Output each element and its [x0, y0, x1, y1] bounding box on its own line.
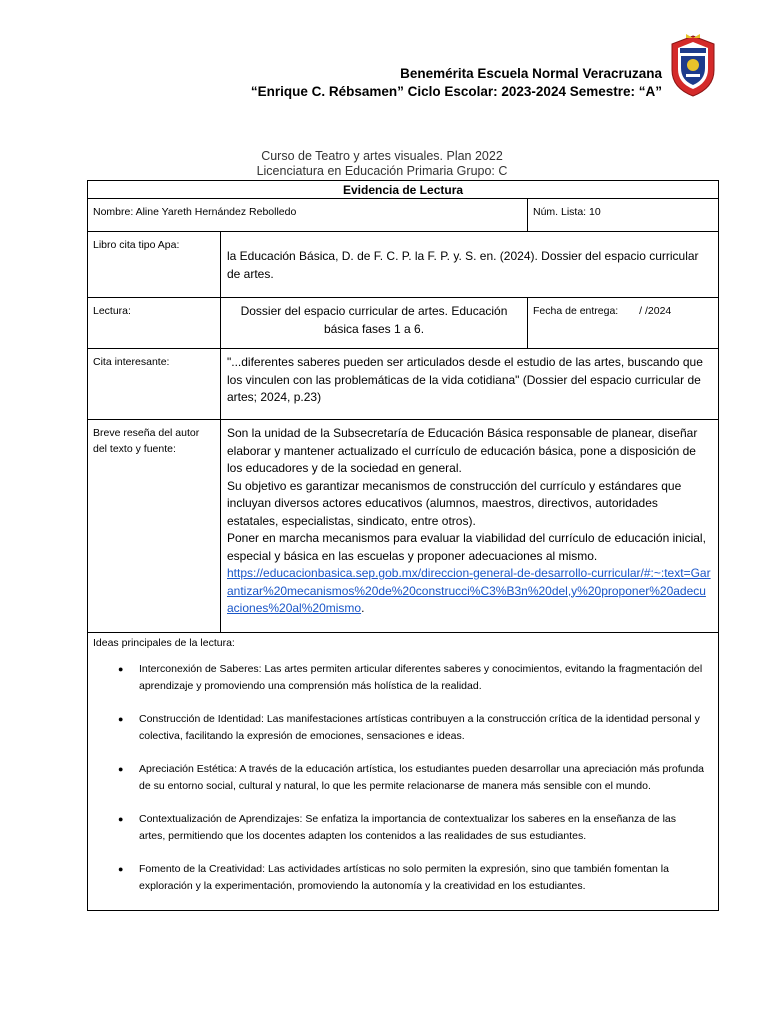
source-link[interactable]: https://educacionbasica.sep.gob.mx/direccion-general-de-desarrollo-curricular/#:~:text=Garantizar%20mecanismos%20de%20construcci%C3%B3n%20del,y%20proponer%20adecuaciones%20al%20mismo — [227, 566, 711, 615]
due-date — [528, 298, 719, 349]
bullet-icon: ● — [118, 814, 124, 824]
school-seal-logo — [668, 34, 718, 98]
school-name: Benemérita Escuela Normal Veracruzana — [400, 66, 662, 81]
list-number: Núm. Lista: 10 — [528, 199, 719, 232]
list-item: ● Apreciación Estética: A través de la educación artística, los estudiantes pueden desarrollar una apreciación más profunda de su entorno social, cultural y natural, lo que les permite relacionarse de manera más sensible con el mundo. — [118, 763, 705, 792]
ideas-list — [93, 661, 713, 894]
student-name: Nombre: Aline Yareth Hernández Rebolledo — [88, 199, 528, 232]
review-paragraph-1: Son la unidad de la Subsecretaría de Educación Básica responsable de planear, diseñar elaborar y mantener actualizado el currículo de educación básica, pone a disposición de los educadores y de la sociedad en general. — [227, 426, 698, 475]
program-group: Licenciatura en Educación Primaria Grupo: C — [256, 164, 508, 178]
list-item: ● Construcción de Identidad: Las manifestaciones artísticas contribuyen a la construcción crítica de la identidad personal y colectiva, facilitando la expresión de emociones, sensaciones e ideas. — [118, 713, 700, 742]
bullet-icon: ● — [118, 764, 124, 774]
quote-value: "...diferentes saberes pueden ser articulados desde el estudio de las artes, buscando que los vinculen con las problemáticas de la vida cotidiana" (Dossier del espacio curricular de artes; 2024, p.23) — [221, 349, 719, 420]
main-ideas-section — [88, 633, 719, 911]
list-item: ● Contextualización de Aprendizajes: Se enfatiza la importancia de contextualizar los saberes en la enseñanza de las artes, permitiendo que los docentes adapten los contenidos a las realidades de sus estudiantes. — [118, 813, 676, 842]
bullet-icon: ● — [118, 664, 124, 674]
quote-label: Cita interesante: — [88, 349, 221, 420]
due-date-label: Fecha de entrega: — [533, 305, 619, 317]
reading-value: Dossier del espacio curricular de artes. Educación básica fases 1 a 6. — [221, 298, 528, 349]
bullet-icon: ● — [118, 864, 124, 874]
citation-label: Libro cita tipo Apa: — [88, 232, 221, 298]
author-review-label: Breve reseña del autor del texto y fuente: — [88, 420, 221, 633]
citation-value: la Educación Básica, D. de F. C. P. la F. P. y. S. en. (2024). Dossier del espacio curricular de artes. — [221, 232, 719, 298]
bullet-icon: ● — [118, 714, 124, 724]
review-paragraph-2: Su objetivo es garantizar mecanismos de construcción del currículo y estándares que incluyan diversos actores educativos (alumnos, maestros, directivos, autoridades estatales, especialistas, sindicato, entre otros). — [227, 478, 682, 528]
link-period: . — [361, 601, 365, 615]
school-subtitle: “Enrique C. Rébsamen” Ciclo Escolar: 2023-2024 Semestre: “A” — [250, 84, 662, 99]
author-review — [221, 420, 719, 633]
table-title: Evidencia de Lectura — [88, 181, 719, 199]
course-name: Curso de Teatro y artes visuales. Plan 2022 — [261, 149, 503, 163]
review-paragraph-3: Poner en marcha mecanismos para evaluar la viabilidad del currículo de educación inicial, especial y básica en las escuelas y proponer adecuaciones al mismo. — [227, 531, 706, 563]
course-info — [200, 149, 564, 179]
reading-label: Lectura: — [88, 298, 221, 349]
main-ideas-label: Ideas principales de la lectura: — [93, 637, 235, 649]
list-item: ● Interconexión de Saberes: Las artes permiten articular diferentes saberes y conocimientos, evitando la fragmentación del aprendizaje y promoviendo una comprensión más holística de la realidad. — [118, 663, 703, 692]
list-item: ● Fomento de la Creatividad: Las actividades artísticas no solo permiten la expresión, sino que también fomentan la exploración y la experimentación, promoviendo la autonomía y la creatividad en los estudiantes. — [118, 863, 669, 892]
evidence-table — [87, 180, 719, 911]
due-date-value: / /2024 — [639, 305, 672, 317]
